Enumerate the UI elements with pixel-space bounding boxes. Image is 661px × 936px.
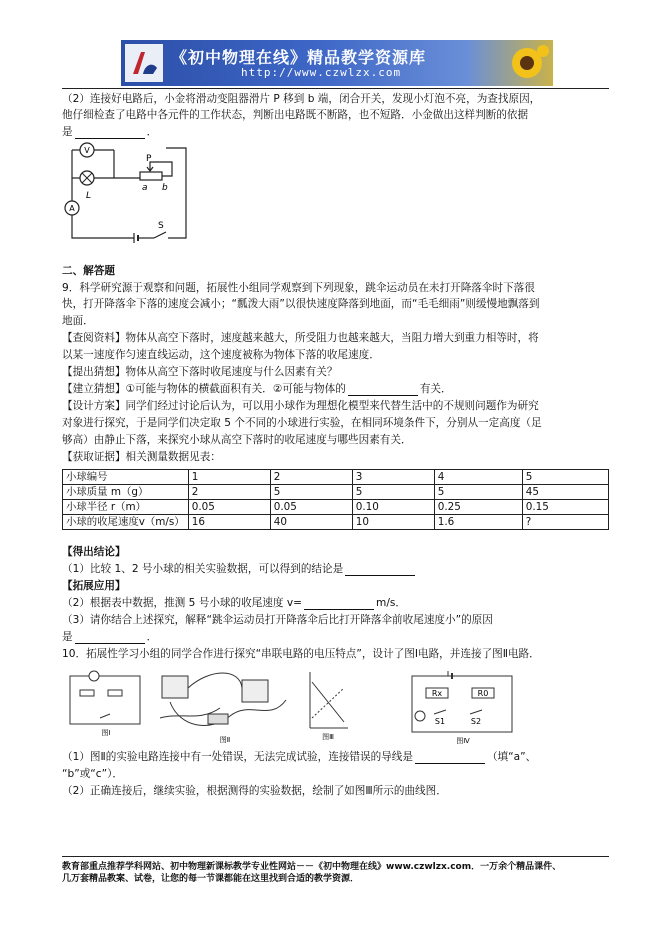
table-cell: 0.05 xyxy=(270,500,352,515)
header-banner xyxy=(121,40,553,86)
table-cell: 1 xyxy=(188,470,270,485)
q9-line-7-prefix: 【建立猜想】①可能与物体的横截面积有关．②可能与物体的 xyxy=(62,383,346,395)
table-cell: 小球的收尾速度v（m/s） xyxy=(63,515,189,530)
ammeter-label: A xyxy=(69,204,75,213)
footer-line-2: 几万套精品教案、试卷，让您的每一节课都能在这里找到合适的教学资源． xyxy=(62,874,360,884)
slider-label-p: P xyxy=(146,154,152,164)
figure-4-circuit xyxy=(408,668,518,748)
switch-label-s: S xyxy=(158,221,164,231)
q9-speed-blank[interactable] xyxy=(304,599,374,610)
q9-line-10: 够高）由静止下落，来探究小球从高空下落时的收尾速度与哪些因素有关． xyxy=(62,434,412,446)
section-heading: 二、解答题 xyxy=(62,265,115,277)
q10-line-2 xyxy=(62,751,536,764)
table-cell: 5 xyxy=(352,485,434,500)
q8-line-3-prefix: 是 xyxy=(62,126,73,138)
table-cell: ? xyxy=(522,515,608,530)
q9-line-4: 【查阅资料】物体从高空下落时，速度越来越大，所受阻力也越来越大，当阻力增大到重力相等时，将 xyxy=(62,332,539,344)
rheostat-end-a: a xyxy=(142,183,148,193)
figure-3-caption: 图Ⅲ xyxy=(322,733,334,741)
q9-line-13-prefix: （1）比较 1、2 号小球的相关实验数据，可以得到的结论是 xyxy=(62,563,344,575)
table-cell: 小球质量 m（g） xyxy=(63,485,189,500)
figure-2-photo xyxy=(150,662,300,746)
table-cell: 3 xyxy=(352,470,434,485)
sunflower-image xyxy=(505,43,549,83)
table-cell: 0.05 xyxy=(188,500,270,515)
q9-line-14: 【拓展应用】 xyxy=(62,580,126,592)
table-cell: 16 xyxy=(188,515,270,530)
q10-line-4: （2）正确连接后，继续实验，根据测得的实验数据，绘制了如图Ⅲ所示的曲线图． xyxy=(62,785,447,797)
table-row xyxy=(63,500,609,515)
banner-url[interactable]: http://www.czwlzx.com xyxy=(241,66,402,79)
table-cell: 1.6 xyxy=(434,515,522,530)
q10-line-3: “b”或“c”）． xyxy=(62,768,123,780)
q10-line-2-prefix: （1）图Ⅱ的实验电路连接中有一处错误，无法完成试验，连接错误的导线是 xyxy=(62,751,413,763)
q8-line-3 xyxy=(62,126,157,139)
figure-1-caption: 图Ⅰ xyxy=(101,729,111,737)
q9-line-5: 以某一速度作匀速直线运动，这个速度被称为物体下落的收尾速度． xyxy=(62,349,380,361)
q10-line-1: 10．拓展性学习小组的同学合作进行探究“串联电路的电压特点”，设计了图Ⅰ电路，并连接了图Ⅱ电路． xyxy=(62,648,540,660)
figure-1-circuit xyxy=(66,668,146,738)
table-cell: 10 xyxy=(352,515,434,530)
table-cell: 0.15 xyxy=(522,500,608,515)
footer-line-1: 教育部重点推荐学科网站、初中物理新课标教学专业性网站－－《初中物理在线》www.czwlzx.com．一万余个精品课件、 xyxy=(62,862,562,872)
rheostat-end-b: b xyxy=(162,183,168,193)
voltmeter-label: V xyxy=(84,146,90,155)
q9-line-7-suffix: 有关． xyxy=(419,383,452,395)
q9-line-15-prefix: （2）根据表中数据，推测 5 号小球的收尾速度 v= xyxy=(62,597,303,609)
q9-line-7 xyxy=(62,383,452,396)
lamp-label-l: L xyxy=(86,191,92,201)
q9-line-12: 【得出结论】 xyxy=(62,546,126,558)
table-cell: 5 xyxy=(522,470,608,485)
table-cell: 4 xyxy=(434,470,522,485)
table-cell: 2 xyxy=(270,470,352,485)
table-cell: 小球半径 r（m） xyxy=(63,500,189,515)
table-row xyxy=(63,485,609,500)
figure-4-rx-label: Rx xyxy=(431,689,443,698)
q9-reason-blank[interactable] xyxy=(75,633,145,644)
q8-circuit-diagram xyxy=(62,142,194,246)
footer-rule xyxy=(62,856,609,857)
q8-line-3-suffix: ． xyxy=(146,126,158,138)
q9-line-11: 【获取证据】相关测量数据见表： xyxy=(62,451,221,463)
q9-line-17 xyxy=(62,631,157,644)
table-cell: 40 xyxy=(270,515,352,530)
header-rule xyxy=(62,88,609,89)
q8-answer-blank[interactable] xyxy=(75,128,145,139)
figure-4-s2-label: S2 xyxy=(470,717,482,726)
q9-line-15 xyxy=(62,597,406,610)
q9-line-3: 地面． xyxy=(62,315,94,327)
table-row xyxy=(63,470,609,485)
q10-wire-blank[interactable] xyxy=(415,753,485,764)
figure-4-s1-label: S1 xyxy=(434,717,446,726)
q9-line-8: 【设计方案】同学们经过讨论后认为，可以用小球作为理想化模型来代替生活中的不规则问题作为研究 xyxy=(62,400,539,412)
q10-line-2-suffix: （填“a”、 xyxy=(486,751,537,763)
data-table xyxy=(62,469,609,530)
figure-4-r0-label: R0 xyxy=(477,689,489,698)
table-cell: 2 xyxy=(188,485,270,500)
footer xyxy=(62,861,617,885)
table-cell: 小球编号 xyxy=(63,470,189,485)
q9-line-2: 快，打开降落伞下落的速度会减小；“瓢泼大雨”以很快速度降落到地面，而“毛毛细雨”则缓慢地飘落到 xyxy=(62,298,540,310)
table-cell: 0.10 xyxy=(352,500,434,515)
figure-3-graph xyxy=(304,668,352,742)
banner-title: 《初中物理在线》精品教学资源库 xyxy=(171,48,427,67)
q9-line-16: （3）请你结合上述探究，解释“跳伞运动员打开降落伞后比打开降落伞前收尾速度小”的原因 xyxy=(62,614,493,626)
q9-conclusion-blank[interactable] xyxy=(345,565,415,576)
figure-2-caption: 图Ⅱ xyxy=(219,736,231,744)
q9-line-1: 9．科学研究源于观察和问题，拓展性小组同学观察到下列现象，跳伞运动员在未打开降落伞时下落很 xyxy=(62,282,535,294)
table-cell: 5 xyxy=(270,485,352,500)
table-row xyxy=(63,515,609,530)
table-cell: 5 xyxy=(434,485,522,500)
site-logo-icon xyxy=(125,44,163,82)
figure-4-caption: 图Ⅳ xyxy=(456,737,470,745)
table-cell: 45 xyxy=(522,485,608,500)
q8-line-1: （2）连接好电路后，小金将滑动变阻器滑片 P 移到 b 端，闭合开关，发现小灯泡不亮，为查找原因， xyxy=(62,93,541,105)
q8-line-2: 他仔细检查了电路中各元件的工作状态，判断出电路既不断路，也不短路．小金做出这样判断的依据 xyxy=(62,109,529,121)
q9-line-15-suffix: m/s． xyxy=(376,597,407,609)
q9-line-6: 【提出猜想】物体从高空下落时收尾速度与什么因素有关？ xyxy=(62,366,338,378)
q9-line-17-prefix: 是 xyxy=(62,631,73,643)
q9-line-17-suffix: ． xyxy=(146,631,158,643)
q9-line-13 xyxy=(62,563,417,576)
table-cell: 0.25 xyxy=(434,500,522,515)
q9-line-9: 对象进行探究，于是同学们决定取 5 个不同的小球进行实验，在相同环境条件下，分别从一定高度（足 xyxy=(62,417,542,429)
q9-guess-blank[interactable] xyxy=(348,385,418,396)
